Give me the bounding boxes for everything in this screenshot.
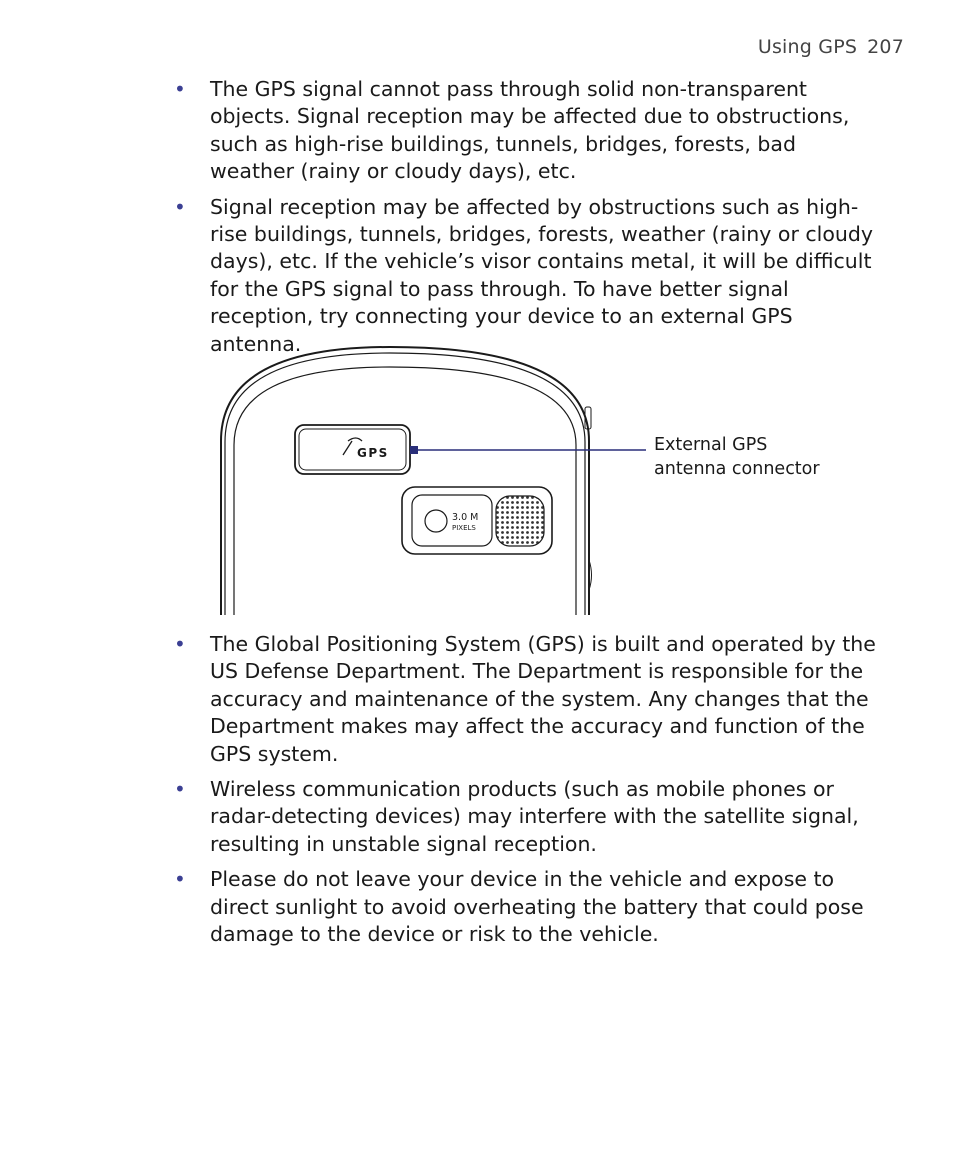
camera-module: [402, 487, 552, 554]
connector-marker: [410, 446, 418, 454]
device-back-figure: [200, 345, 840, 617]
callout-label: [654, 433, 820, 481]
bullet-list-bottom: [174, 631, 884, 956]
bullet-item-sunlight-warning: [174, 866, 884, 948]
bullet-item-gps-operation: [174, 631, 884, 768]
gps-cover-label: GPS: [357, 446, 389, 460]
device-outer-outline: [221, 347, 589, 615]
device-back-illustration: [200, 345, 840, 617]
bullet-item-wireless-interference: [174, 776, 884, 858]
camera-pixels-label: PIXELS: [452, 524, 476, 532]
bullet-icon: •: [174, 194, 186, 219]
bullet-icon: •: [174, 77, 186, 101]
section-title: Using GPS: [757, 36, 858, 58]
bullet-item-obstructions: [174, 194, 884, 358]
bullet-text: The Global Positioning System (GPS) is built and operated by the US Defense Department. The Department is responsible for the accuracy and maintenance of the system. Any changes that the Department makes may affect the accuracy and function of the GPS system.: [210, 632, 876, 766]
page-number: 207: [867, 36, 904, 58]
gps-connector-cover: [295, 425, 410, 474]
running-header: [758, 36, 904, 58]
camera-megapixel-label: 3.0 M: [452, 512, 479, 523]
bullet-icon: •: [174, 777, 186, 802]
bullet-item-signal-objects: [174, 76, 884, 186]
callout-line-1: External GPS: [654, 435, 768, 455]
bullet-list-top: [174, 76, 884, 366]
bullet-text: Wireless communication products (such as mobile phones or radar-detecting devices) may interfere with the satellite signal, resulting in unstable signal reception.: [210, 777, 859, 856]
speaker-grille: [496, 496, 544, 546]
callout-line-2: antenna connector: [654, 459, 820, 479]
device-outer-outline-inner: [225, 353, 585, 615]
camera-lens-icon: [425, 510, 447, 532]
bullet-text: Signal reception may be affected by obstructions such as high-rise buildings, tunnels, bridges, forests, weather (rainy or cloudy days), etc. If the vehicle’s visor contains metal, it will be difficult for the GPS signal to pass through. To have better signal reception, try connecting your device to an external GPS antenna.: [210, 194, 874, 356]
bullet-icon: •: [174, 632, 186, 656]
bullet-text: The GPS signal cannot pass through solid non-transparent objects. Signal reception may be affected due to obstructions, such as high-rise buildings, tunnels, bridges, forests, bad weather (rainy or cloudy days), etc.: [210, 77, 850, 184]
bullet-icon: •: [174, 867, 186, 892]
bullet-text: Please do not leave your device in the vehicle and expose to direct sunlight to avoid overheating the battery that could pose damage to the device or risk to the vehicle.: [210, 867, 864, 947]
